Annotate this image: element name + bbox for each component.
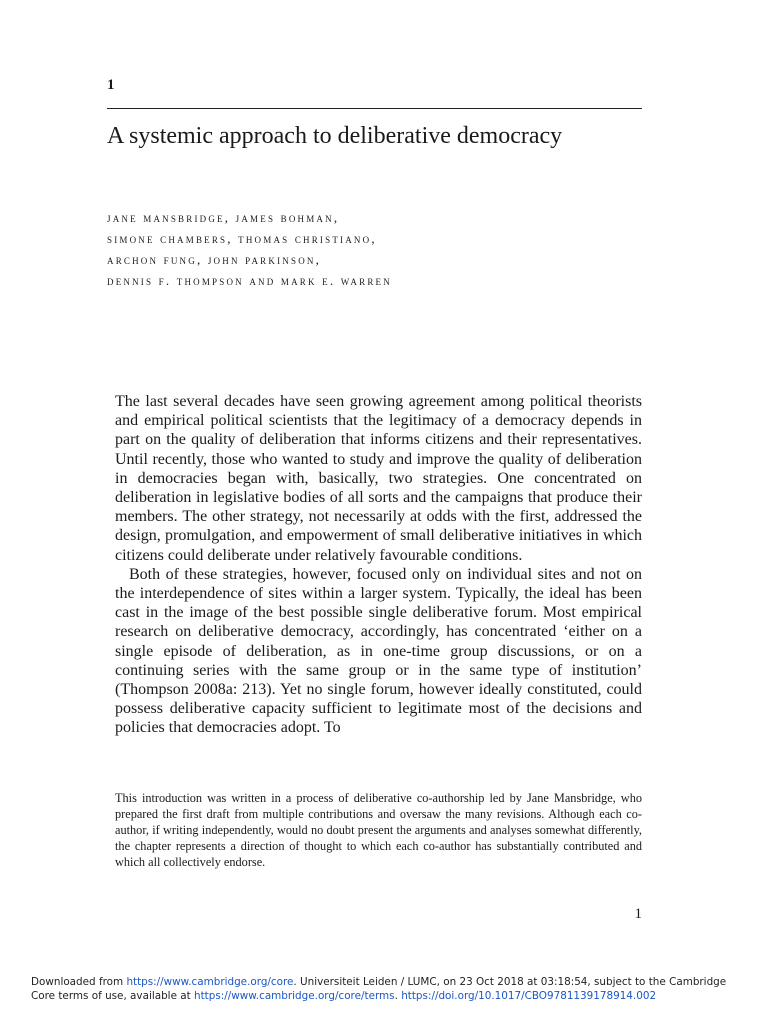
author-line: jane mansbridge, james bohman,: [107, 210, 340, 225]
paragraph: The last several decades have seen growing agreement among political theorists and empirical political scientists that the legitimacy of a democracy depends in part on the quality of deliberation that informs citizens and their representatives. Until recently, those who wanted to study and improve the quality of deliberation in democracies began with, basically, two strategies. One concentrated on deliberation in legislative bodies of all sorts and the campaigns that produce their members. The other strategy, not necessarily at odds with the first, addressed the design, promulgation, and empowerment of small deliberative initiatives in which citizens could deliberate under relatively favourable conditions.: [115, 393, 642, 564]
page-number: 1: [634, 906, 642, 922]
download-middle: . Universiteit Leiden / LUMC, on 23 Oct 2018 at 03:18:54, subject to the Cambridge Core terms of use, available at: [31, 976, 727, 1002]
download-separator: .: [394, 990, 402, 1002]
paragraph: Both of these strategies, however, focused only on individual sites and not on the interdependence of sites within a larger system. Typically, the ideal has been cast in the image of the best possible single deliberative forum. Most empirical research on deliberative democracy, accordingly, has concentrated ‘either on a single episode of deliberation, as in one-time group discussions, or on a continuing series with the same group or in the same type of institution’ (Thompson 2008a: 213). Yet no single forum, however ideally constituted, could possess deliberative capacity sufficient to legitimate most of the decisions and policies that democracies adopt. To: [115, 565, 642, 737]
chapter-number: 1: [107, 77, 115, 93]
header-rule: [107, 108, 642, 109]
author-line: dennis f. thompson and mark e. warren: [107, 273, 392, 288]
footnote: This introduction was written in a process of deliberative co-authorship led by Jane Mansbridge, who prepared the first draft from multiple contributions and oversaw the many revisions. Although each co-author, if writing independently, would no doubt present the arguments and analyses somewhat differently, the chapter represents a direction of thought to which each co-author has substantially contributed and which all collectively endorse.: [115, 791, 642, 869]
doi-link[interactable]: https://doi.org/10.1017/CBO9781139178914.002: [401, 990, 657, 1002]
chapter-title: A systemic approach to deliberative democracy: [107, 123, 563, 149]
download-notice: [31, 975, 751, 1003]
terms-link[interactable]: https://www.cambridge.org/core/terms: [194, 990, 395, 1002]
body-text: [115, 392, 642, 738]
core-link[interactable]: https://www.cambridge.org/core: [126, 976, 294, 988]
author-line: simone chambers, thomas christiano,: [107, 231, 377, 246]
author-list: [107, 207, 652, 291]
download-prefix: Downloaded from: [31, 976, 127, 988]
author-line: archon fung, john parkinson,: [107, 252, 322, 267]
